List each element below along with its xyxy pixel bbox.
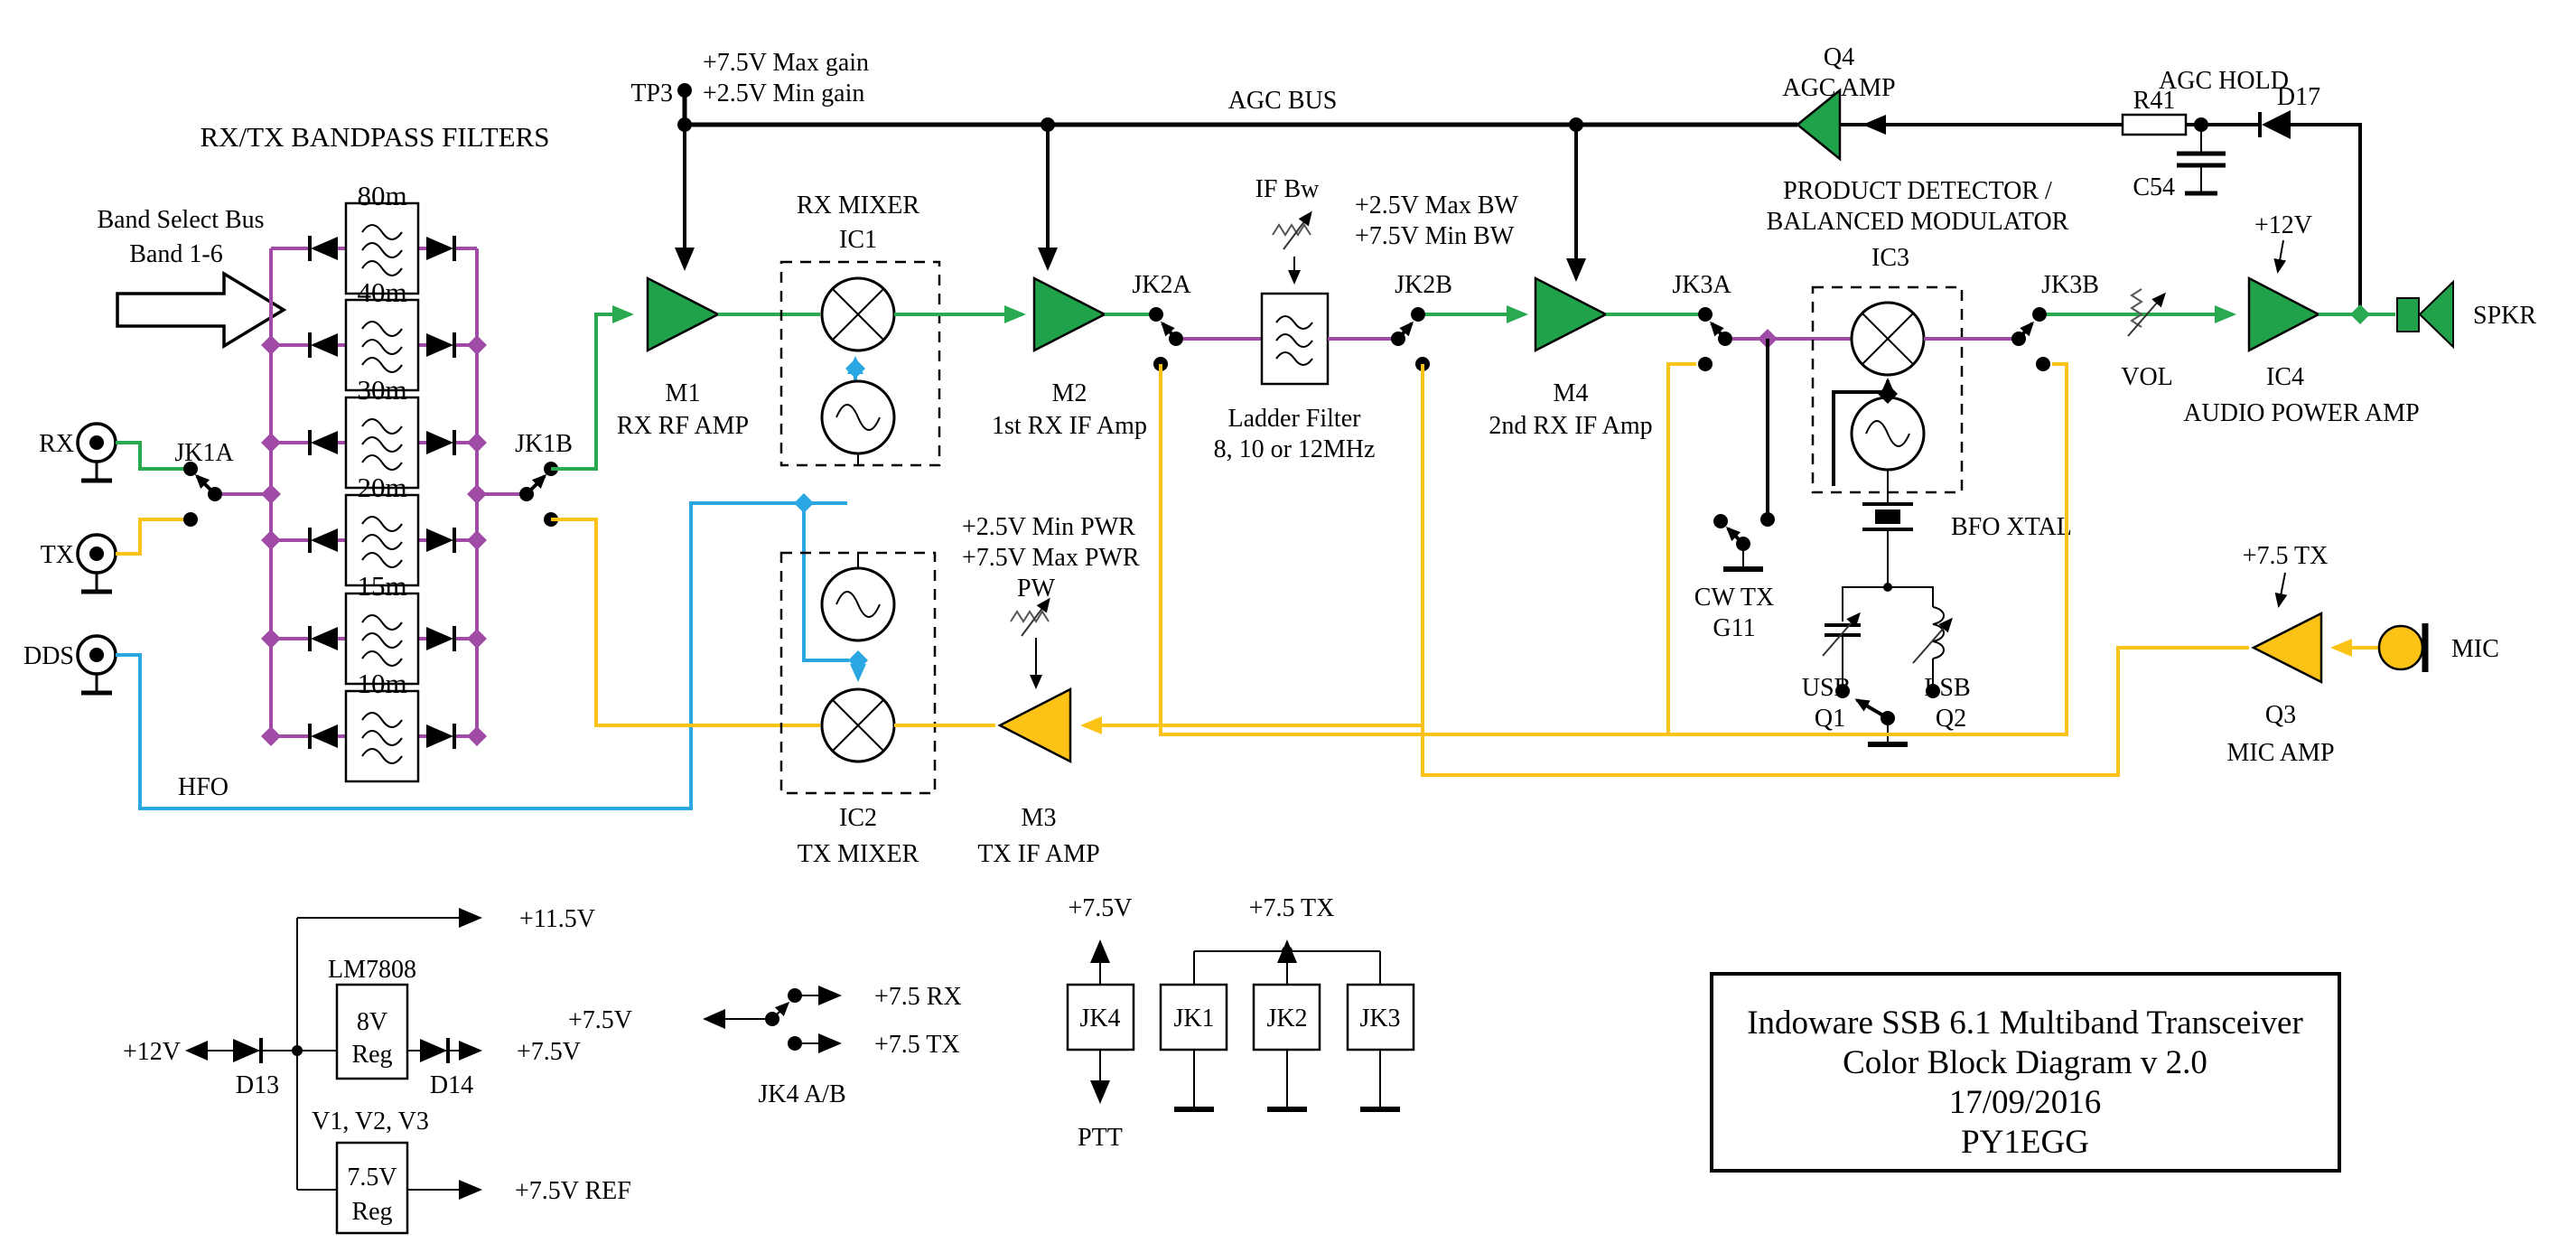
m4-label: M4 [1553, 379, 1589, 407]
rx-port [78, 424, 116, 481]
jk1a-label: JK1A [174, 439, 234, 467]
jack-section [1068, 894, 1414, 1152]
power-supply-section [123, 905, 631, 1233]
lm7808-label: LM7808 [328, 956, 416, 984]
m1-rf-amp [551, 278, 749, 469]
q3-label: Q3 [2264, 701, 2297, 729]
ladder-filter-box [1262, 294, 1328, 384]
hfo-wiring [116, 359, 868, 808]
v75rx-label: +7.5 RX [874, 983, 962, 1011]
lsb-label: LSB [1924, 674, 1971, 702]
d13-diode [233, 1038, 261, 1063]
m4-amp-triangle [1535, 278, 1606, 350]
jk4-v75-label: +7.5V [1068, 894, 1133, 922]
q2-label: Q2 [1935, 705, 1967, 733]
m1-amp-triangle [648, 278, 718, 350]
pw-label: PW [1017, 575, 1055, 603]
d17-label: D17 [2276, 83, 2321, 111]
ic1-label: IC1 [839, 226, 877, 254]
agc-amp-and-hold [1782, 43, 2360, 309]
jk1b-label: JK1B [515, 430, 573, 458]
v75-label: +7.5V [517, 1038, 582, 1066]
product-detector-label1: PRODUCT DETECTOR / [1783, 177, 2052, 205]
jk1a-switch [116, 439, 281, 554]
jk3b-switch [2011, 271, 2099, 371]
ic4-amp-triangle [2249, 278, 2319, 350]
title-line2: Color Block Diagram v 2.0 [1843, 1044, 2207, 1081]
m4-desc-label: 2nd RX IF Amp [1489, 412, 1653, 440]
d17-diode [2260, 110, 2291, 139]
m3-label: M3 [1021, 804, 1057, 832]
v12-label: +12V [122, 1038, 181, 1066]
m3-amp-triangle [1000, 689, 1070, 762]
mic-icon [2379, 623, 2425, 672]
dds-port-label: DDS [23, 642, 74, 670]
ic1-rx-mixer [718, 192, 939, 465]
rx-port-label: RX [39, 430, 74, 458]
reg75-line2: Reg [351, 1198, 393, 1226]
q3-v75tx-label: +7.5 TX [2242, 542, 2329, 570]
agc-hold-label: AGC HOLD [2159, 67, 2289, 95]
r41-resistor [2123, 115, 2186, 135]
jk1-box-label: JK1 [1173, 1005, 1215, 1033]
ladder-filter [1183, 175, 1519, 463]
pw-pot-icon [1011, 600, 1049, 636]
ic4-label: IC4 [2266, 363, 2304, 391]
g11-label: G11 [1713, 614, 1756, 642]
tp3-label: TP3 [630, 79, 673, 107]
if-bw-label: IF Bw [1255, 175, 1320, 203]
audio-output-section [2047, 211, 2536, 427]
tx-lo-oscillator-icon [822, 568, 894, 640]
product-detector-mixer-icon [1852, 303, 1924, 375]
q3-amp-triangle [2254, 613, 2321, 682]
cw-tx-switch [1694, 512, 1775, 642]
m1-label: M1 [665, 379, 701, 407]
vol-label: VOL [2121, 363, 2173, 391]
q1-label: Q1 [1814, 705, 1846, 733]
r41-label: R41 [2133, 87, 2176, 115]
band-label-30m: 30m [357, 374, 407, 406]
q3-desc-label: MIC AMP [2226, 739, 2335, 767]
ptt-label: PTT [1078, 1124, 1123, 1152]
bfo-crystal-section [1802, 470, 2072, 744]
q4-desc-label: AGC AMP [1782, 74, 1896, 102]
jk3-box-label: JK3 [1359, 1005, 1401, 1033]
agc-flow-arrow-icon [1862, 115, 1886, 135]
v115-label: +11.5V [519, 905, 595, 933]
if-bw-pot-icon [1273, 213, 1311, 249]
ic4-v12-label: +12V [2254, 211, 2313, 239]
tx-port-label: TX [40, 541, 74, 569]
title-line1: Indoware SSB 6.1 Multiband Transceiver [1747, 1005, 2303, 1042]
m1-desc-label: RX RF AMP [616, 412, 750, 440]
agc-gain-min-label: +2.5V Min gain [703, 79, 865, 107]
band-label-20m: 20m [357, 472, 407, 503]
m2-if-amp [894, 278, 1147, 440]
ladder-filter-freq-label: 8, 10 or 12MHz [1213, 435, 1376, 463]
filter-row-20m [261, 472, 487, 585]
bandpass-title: RX/TX BANDPASS FILTERS [200, 121, 550, 153]
rx-lo-oscillator-icon [822, 381, 894, 453]
jk3a-switch [1672, 271, 1732, 371]
pwr-max-label: +7.5V Max PWR [962, 544, 1140, 572]
product-detector-label2: BALANCED MODULATOR [1766, 208, 2069, 236]
rx-mixer-label: RX MIXER [796, 192, 920, 220]
hfo-label: HFO [177, 773, 229, 801]
m3-desc-label: TX IF AMP [977, 840, 1100, 868]
jk2a-label: JK2A [1132, 271, 1191, 299]
band-label-10m: 10m [357, 668, 407, 699]
bandpass-filter-section [97, 121, 549, 781]
speaker-icon [2397, 282, 2453, 347]
tx-mixer-label: TX MIXER [797, 840, 919, 868]
agc-bus-label: AGC BUS [1227, 87, 1338, 115]
filter-row-10m [261, 668, 487, 781]
pwr-min-label: +2.5V Min PWR [962, 513, 1135, 541]
title-line4: PY1EGG [1961, 1124, 2089, 1161]
q3-mic-amp [2226, 542, 2498, 767]
cw-tx-label: CW TX [1694, 584, 1775, 612]
reg8v-line2: Reg [351, 1041, 393, 1069]
jk4ab-switch [568, 983, 962, 1108]
jacks-v75tx-label: +7.5 TX [1248, 894, 1335, 922]
jk3a-label: JK3A [1672, 271, 1731, 299]
ic2-tx-mixer [551, 519, 995, 868]
tx-mixer-icon [822, 689, 894, 762]
d14-diode [420, 1038, 448, 1063]
v12-arrow-icon [185, 1041, 208, 1061]
v75-arrow-icon [703, 1009, 725, 1029]
dds-port [78, 636, 116, 693]
title-line3: 17/09/2016 [1948, 1084, 2102, 1121]
m4-if-amp [1425, 278, 1698, 440]
q4-label: Q4 [1823, 43, 1855, 71]
antenna-ports [23, 424, 116, 693]
m3-tx-if-amp [962, 513, 1140, 868]
bfo-xtal-label: BFO XTAL [1951, 513, 2072, 541]
m2-amp-triangle [1034, 278, 1105, 350]
c54-label: C54 [2133, 173, 2175, 201]
diode-icon [426, 236, 454, 261]
ic2-label: IC2 [839, 804, 877, 832]
band-select-bus-label: Band Select Bus [97, 206, 265, 234]
ic3-label: IC3 [1871, 244, 1909, 272]
variable-inductor-icon [1913, 607, 1951, 684]
jk2a-switch [1105, 271, 1191, 371]
d14-label: D14 [429, 1071, 474, 1099]
jk2b-switch [1391, 271, 1452, 371]
jk2-box-label: JK2 [1266, 1005, 1308, 1033]
bw-min-label: +7.5V Min BW [1355, 222, 1515, 250]
m2-desc-label: 1st RX IF Amp [992, 412, 1147, 440]
v75-sw-label: +7.5V [567, 1006, 632, 1034]
v75tx2-label: +7.5 TX [874, 1031, 960, 1059]
v123-label: V1, V2, V3 [312, 1107, 429, 1136]
jk4ab-label: JK4 A/B [758, 1080, 846, 1108]
tx-port [78, 535, 116, 592]
jk3b-label: JK3B [2041, 271, 2099, 299]
bfo-oscillator-icon [1852, 397, 1924, 470]
jk4-box-label: JK4 [1079, 1005, 1121, 1033]
m2-label: M2 [1051, 379, 1087, 407]
usb-label: USB [1801, 674, 1852, 702]
d13-label: D13 [235, 1071, 280, 1099]
reg8v-line1: 8V [356, 1008, 388, 1036]
agc-gain-max-label: +7.5V Max gain [703, 49, 870, 77]
agc-bus [630, 49, 1797, 278]
v75ref-label: +7.5V REF [515, 1177, 631, 1205]
ic4-desc-label: AUDIO POWER AMP [2183, 399, 2420, 427]
reg75-line1: 7.5V [347, 1164, 397, 1192]
ladder-filter-label: Ladder Filter [1227, 405, 1361, 433]
band-label-80m: 80m [357, 180, 407, 211]
band-label-15m: 15m [357, 570, 407, 602]
bw-max-label: +2.5V Max BW [1355, 192, 1518, 220]
jk2b-label: JK2B [1395, 271, 1452, 299]
diode-icon [310, 236, 338, 261]
band-select-arrow-icon [117, 274, 284, 346]
mic-label: MIC [2451, 635, 2499, 663]
spkr-label: SPKR [2473, 302, 2537, 330]
band-range-label: Band 1-6 [129, 240, 223, 268]
band-label-40m: 40m [357, 276, 407, 308]
title-block [1712, 974, 2339, 1171]
rx-mixer-icon [822, 278, 894, 350]
